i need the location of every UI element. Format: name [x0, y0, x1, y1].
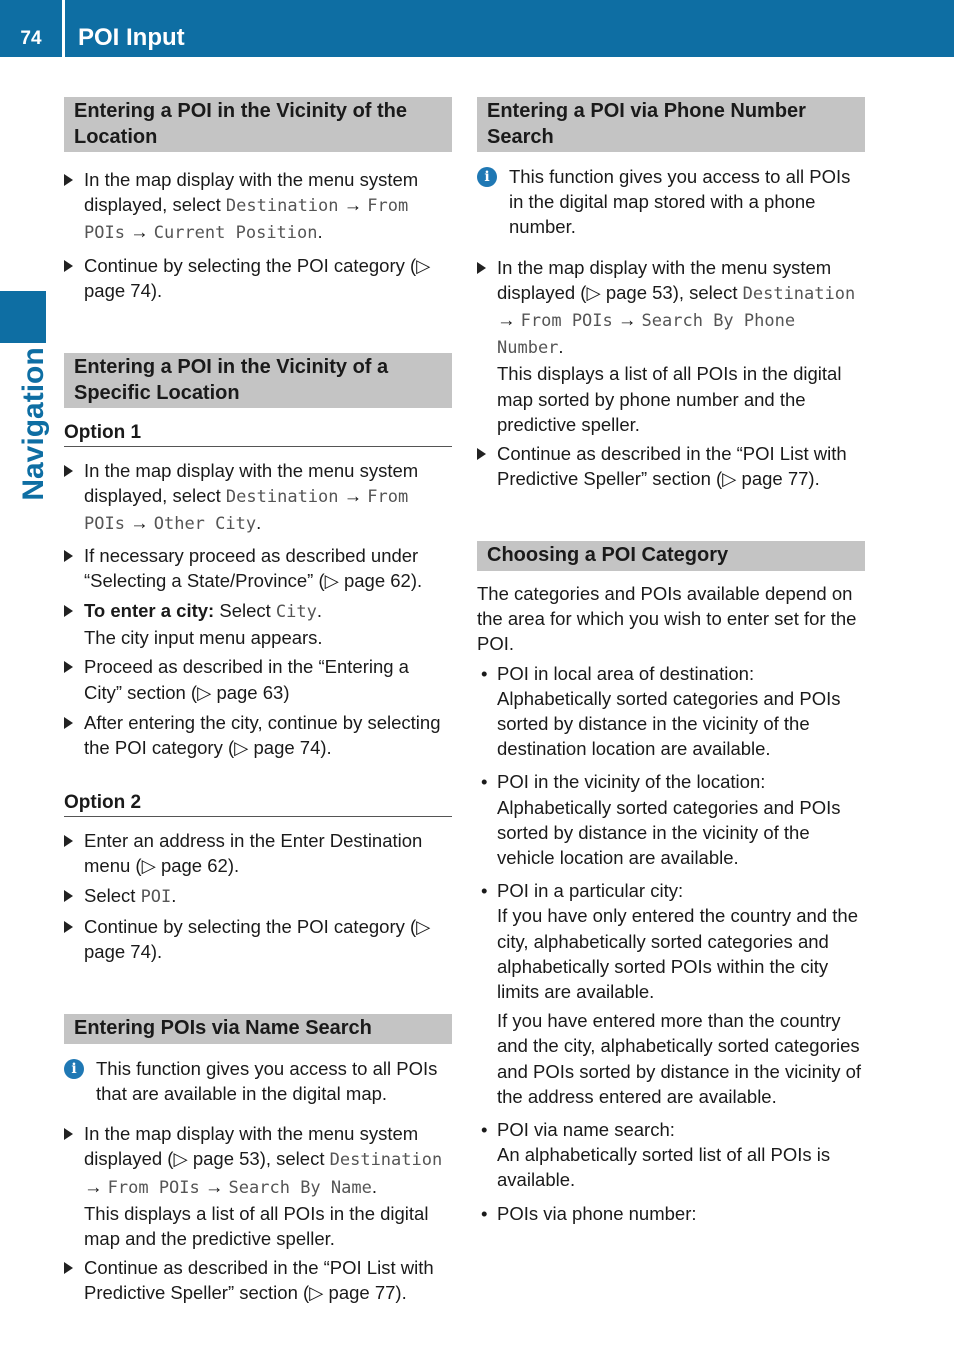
step-emphasis: To enter a city:	[84, 600, 215, 622]
info-note	[64, 1056, 452, 1106]
step-result-text: This displays a list of all POIs in the digital map and the predictive speller.	[84, 1202, 429, 1249]
list-item	[477, 769, 865, 870]
list-item-text: Alphabetically sorted categories and POIs sorted by distance in the vicinity of the vehicle location are available.	[497, 796, 841, 868]
info-text: This function gives you access to all POIs in the digital map stored with a phone number.	[509, 166, 851, 238]
step-result-text: The city input menu appears.	[84, 627, 323, 649]
bullet-dot-icon: •	[481, 1119, 488, 1140]
section-heading-name-search: Entering POIs via Name Search	[64, 1014, 452, 1044]
step-text: In the map display with the menu system displayed (▷ page 53), select	[497, 256, 832, 303]
section-heading-specific-location: Entering a POI in the Vicinity of a Specific Location	[64, 353, 452, 408]
instruction-step	[64, 1255, 452, 1305]
instruction-step	[64, 598, 452, 650]
option-heading: Option 1	[64, 420, 452, 447]
arrow-bullet-icon	[64, 1262, 73, 1274]
step-result-text: This displays a list of all POIs in the digital map sorted by phone number and the predictive speller.	[497, 363, 842, 435]
list-item-text: If you have entered more than the country and the city, alphabetically sorted categories and POIs sorted by distance in the vicinity of the address entered are available.	[497, 1010, 862, 1107]
step-text: In the map display with the menu system displayed, select	[84, 169, 419, 216]
info-note	[477, 164, 865, 240]
arrow-text: →	[338, 485, 368, 507]
step-text: Enter an address in the Enter Destination menu (▷ page 62).	[84, 830, 423, 877]
list-item-text: If you have only entered the country and the city, alphabetically sorted categories and alphabetically sorted POIs within the city limits are available.	[497, 905, 858, 1002]
menu-item-text: Destination	[742, 283, 856, 304]
arrow-bullet-icon	[477, 448, 486, 460]
step-text: Proceed as described in the “Entering a City” section (▷ page 63)	[84, 656, 409, 703]
instruction-step	[64, 654, 452, 704]
arrow-text: →	[338, 194, 368, 216]
list-item-title: POI in a particular city:	[497, 880, 684, 902]
list-item-title: POIs via phone number:	[497, 1202, 697, 1224]
info-text: This function gives you access to all POIs that are available in the digital map.	[96, 1057, 438, 1104]
instruction-step	[64, 167, 452, 247]
arrow-bullet-icon	[64, 1128, 73, 1140]
step-text: Continue as described in the “POI List with Predictive Speller” section (▷ page 77).	[84, 1257, 434, 1304]
step-text: In the map display with the menu system displayed, select	[84, 460, 419, 507]
instruction-step	[477, 441, 865, 491]
step-text: Continue by selecting the POI category (▷ page 74).	[84, 915, 431, 963]
step-text: Select	[214, 600, 276, 622]
info-icon: i	[64, 1059, 84, 1079]
left-column	[64, 97, 452, 1306]
list-item	[477, 878, 865, 1004]
menu-item-text: From POIs	[84, 487, 409, 535]
arrow-bullet-icon	[64, 465, 73, 477]
instruction-step	[477, 255, 865, 437]
bullet-dot-icon: •	[481, 880, 488, 902]
instruction-step	[64, 710, 452, 760]
list-item-title: POI in local area of destination:	[497, 662, 755, 684]
arrow-text: →	[124, 512, 154, 534]
arrow-bullet-icon	[64, 550, 73, 562]
list-item-text: An alphabetically sorted list of all POIs is available.	[497, 1144, 831, 1191]
list-item-title: POI via name search:	[497, 1119, 675, 1140]
menu-item-text: Other City	[153, 514, 257, 535]
section-heading-vicinity-location: Entering a POI in the Vicinity of the Location	[64, 97, 452, 152]
menu-item-text: Search By Phone Number	[497, 311, 796, 359]
list-item-continuation	[477, 1008, 865, 1109]
menu-item-text: City	[275, 602, 317, 623]
step-text: .	[558, 336, 564, 358]
bullet-dot-icon: •	[481, 1202, 488, 1224]
step-text: After entering the city, continue by selecting the POI category (▷ page 74).	[84, 711, 441, 759]
menu-item-text: Destination	[329, 1150, 443, 1171]
step-text: In the map display with the menu system displayed (▷ page 53), select	[84, 1123, 419, 1170]
list-item	[477, 661, 865, 762]
instruction-step	[64, 543, 452, 593]
menu-item-text: From POIs	[520, 311, 613, 332]
list-item	[477, 1117, 865, 1193]
step-text: If necessary proceed as described under “Selecting a State/Province” (▷ page 62).	[84, 544, 423, 591]
list-item-text: Alphabetically sorted categories and POIs sorted by distance in the vicinity of the destination location are available.	[497, 687, 841, 760]
arrow-bullet-icon	[64, 605, 73, 617]
list-item-title: POI in the vicinity of the location:	[497, 771, 766, 793]
menu-item-text: From POIs	[84, 196, 409, 244]
instruction-step	[64, 253, 452, 303]
instruction-step	[64, 458, 452, 538]
arrow-bullet-icon	[64, 174, 73, 186]
bullet-dot-icon: •	[481, 771, 488, 793]
step-text: Select	[84, 884, 141, 906]
step-text: Continue by selecting the POI category (▷ page 74).	[84, 254, 431, 301]
arrow-text: →	[124, 221, 154, 243]
arrow-bullet-icon	[64, 890, 73, 902]
section-heading-phone-search: Entering a POI via Phone Number Search	[477, 97, 865, 152]
info-icon: i	[477, 167, 497, 187]
arrow-bullet-icon	[64, 835, 73, 847]
page-header	[0, 0, 954, 57]
arrow-bullet-icon	[477, 262, 486, 274]
bullet-dot-icon: •	[481, 662, 488, 684]
instruction-step	[64, 828, 452, 878]
menu-item-text: From POIs	[107, 1177, 200, 1198]
section-tab-marker	[0, 291, 46, 343]
menu-item-text: POI	[140, 886, 172, 907]
menu-item-text: Current Position	[153, 223, 318, 244]
step-text: .	[171, 884, 177, 906]
instruction-step	[64, 1121, 452, 1251]
arrow-text: →	[497, 309, 521, 331]
arrow-bullet-icon	[64, 921, 73, 933]
step-text: .	[256, 512, 262, 534]
list-item	[477, 1201, 865, 1226]
arrow-text: →	[84, 1175, 108, 1197]
arrow-bullet-icon	[64, 260, 73, 272]
section-intro: The categories and POIs available depend on the area for which you wish to enter set for the POI.	[477, 582, 857, 655]
arrow-bullet-icon	[64, 717, 73, 729]
arrow-text: →	[612, 309, 642, 331]
header-divider	[62, 0, 65, 57]
menu-item-text: Search By Name	[228, 1177, 372, 1198]
right-column	[477, 97, 865, 1226]
step-text: .	[371, 1175, 377, 1197]
section-heading-poi-category: Choosing a POI Category	[477, 541, 865, 571]
option-heading: Option 2	[64, 790, 452, 817]
arrow-text: →	[199, 1175, 229, 1197]
page-number: 74	[20, 28, 42, 49]
page-title: POI Input	[78, 24, 185, 51]
step-text: .	[317, 221, 323, 243]
step-text: Continue as described in the “POI List with Predictive Speller” section (▷ page 77).	[497, 443, 847, 490]
sidebar-section-label: Navigation	[17, 347, 50, 501]
instruction-step	[64, 914, 452, 964]
instruction-step	[64, 883, 452, 910]
step-text: .	[316, 600, 323, 622]
menu-item-text: Destination	[225, 487, 339, 508]
arrow-bullet-icon	[64, 661, 73, 673]
menu-item-text: Destination	[225, 196, 339, 217]
